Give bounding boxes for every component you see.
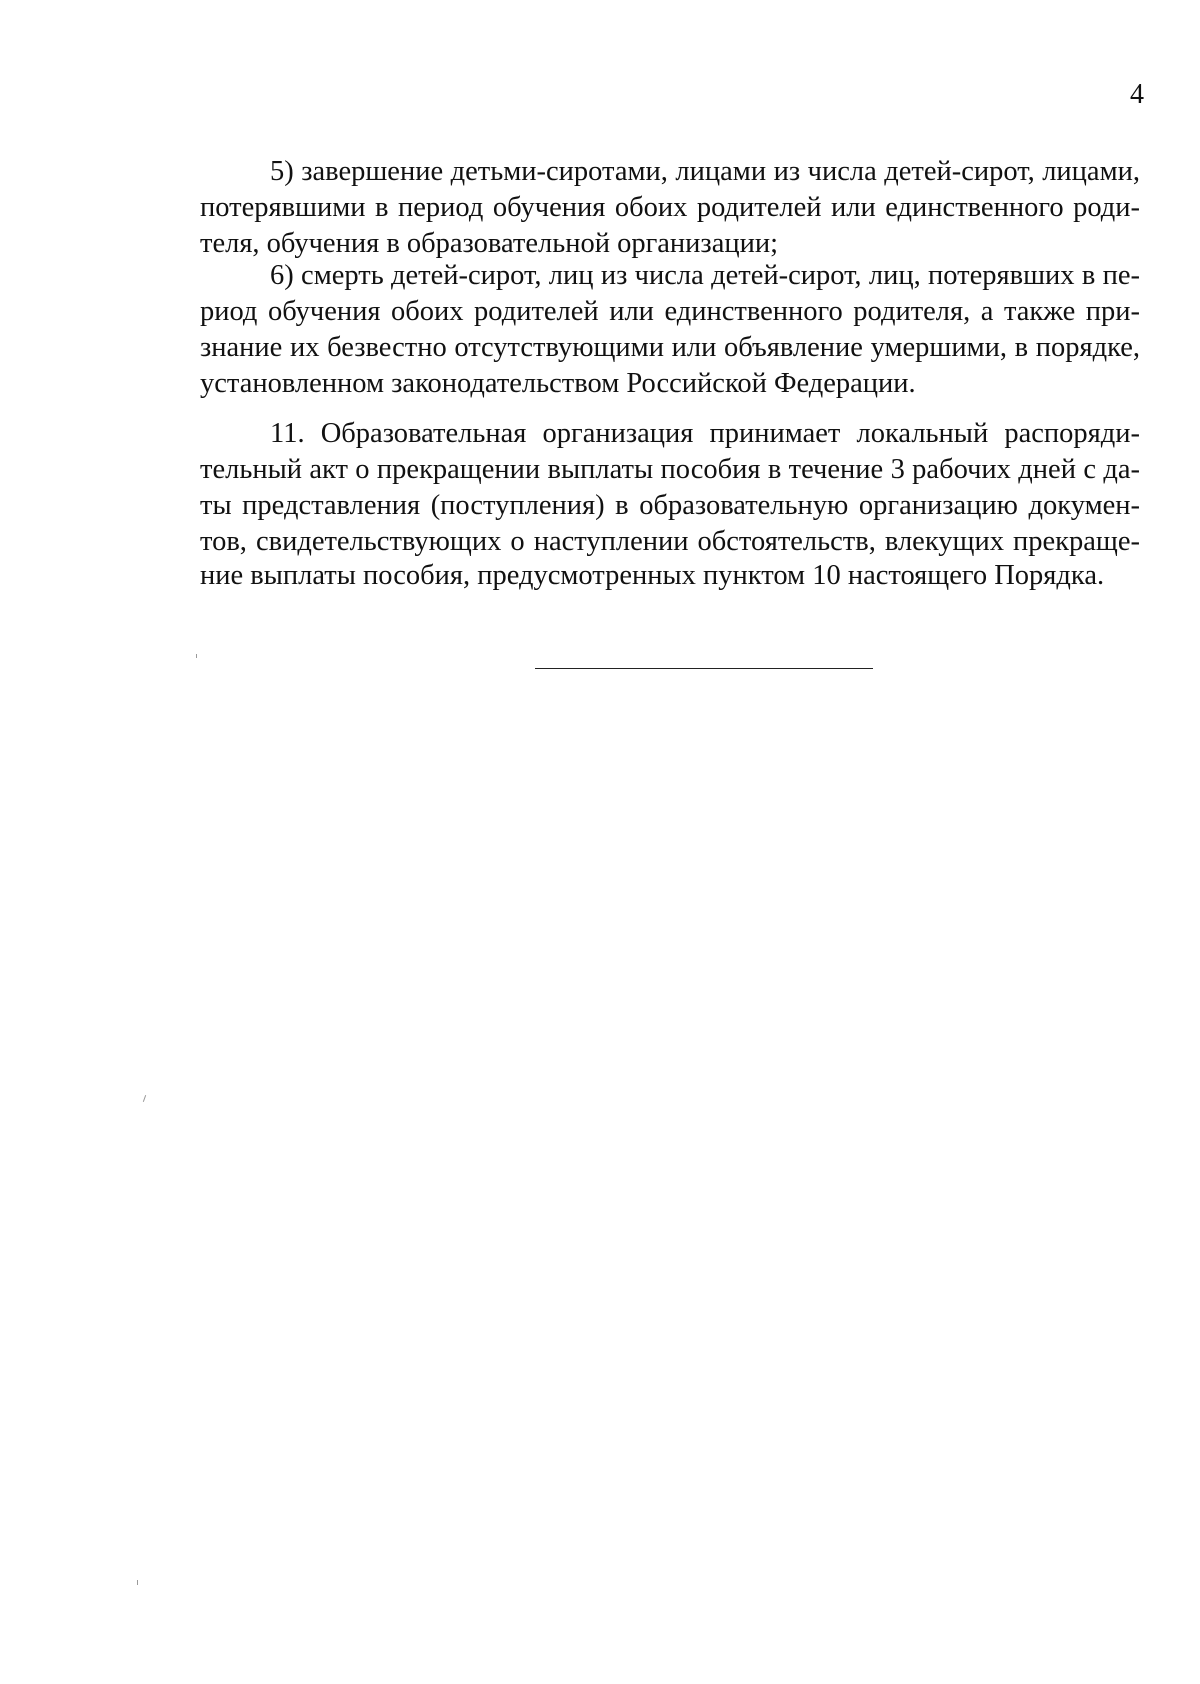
scan-speck (143, 1095, 146, 1102)
text-line: тельный акт о прекращении выплаты пособия в течение 3 рабочих дней с да- (200, 454, 1140, 485)
text-line: знание их безвестно отсутствующими или объявление умершими, в порядке, (200, 332, 1140, 363)
text-line: теля, обучения в образовательной организации; (200, 228, 779, 259)
scan-speck (196, 654, 197, 658)
text-line: ние выплаты пособия, предусмотренных пунктом 10 настоящего Порядка. (200, 560, 1105, 591)
text-line: 5) завершение детьми-сиротами, лицами из числа детей-сирот, лицами, (270, 156, 1140, 187)
page-number: 4 (1130, 79, 1144, 110)
end-of-document-rule (535, 668, 873, 669)
text-line: потерявшими в период обучения обоих родителей или единственного роди- (200, 192, 1140, 223)
text-line: тов, свидетельствующих о наступлении обстоятельств, влекущих прекраще- (200, 526, 1140, 557)
text-line: 11. Образовательная организация принимает локальный распоряди- (270, 418, 1140, 449)
text-line: установленном законодательством Российской Федерации. (200, 368, 916, 399)
scan-speck (137, 1580, 138, 1585)
text-line: 6) смерть детей-сирот, лиц из числа детей-сирот, лиц, потерявших в пе- (270, 260, 1140, 291)
text-line: ты представления (поступления) в образовательную организацию докумен- (200, 490, 1140, 521)
text-line: риод обучения обоих родителей или единственного родителя, а также при- (200, 296, 1140, 327)
